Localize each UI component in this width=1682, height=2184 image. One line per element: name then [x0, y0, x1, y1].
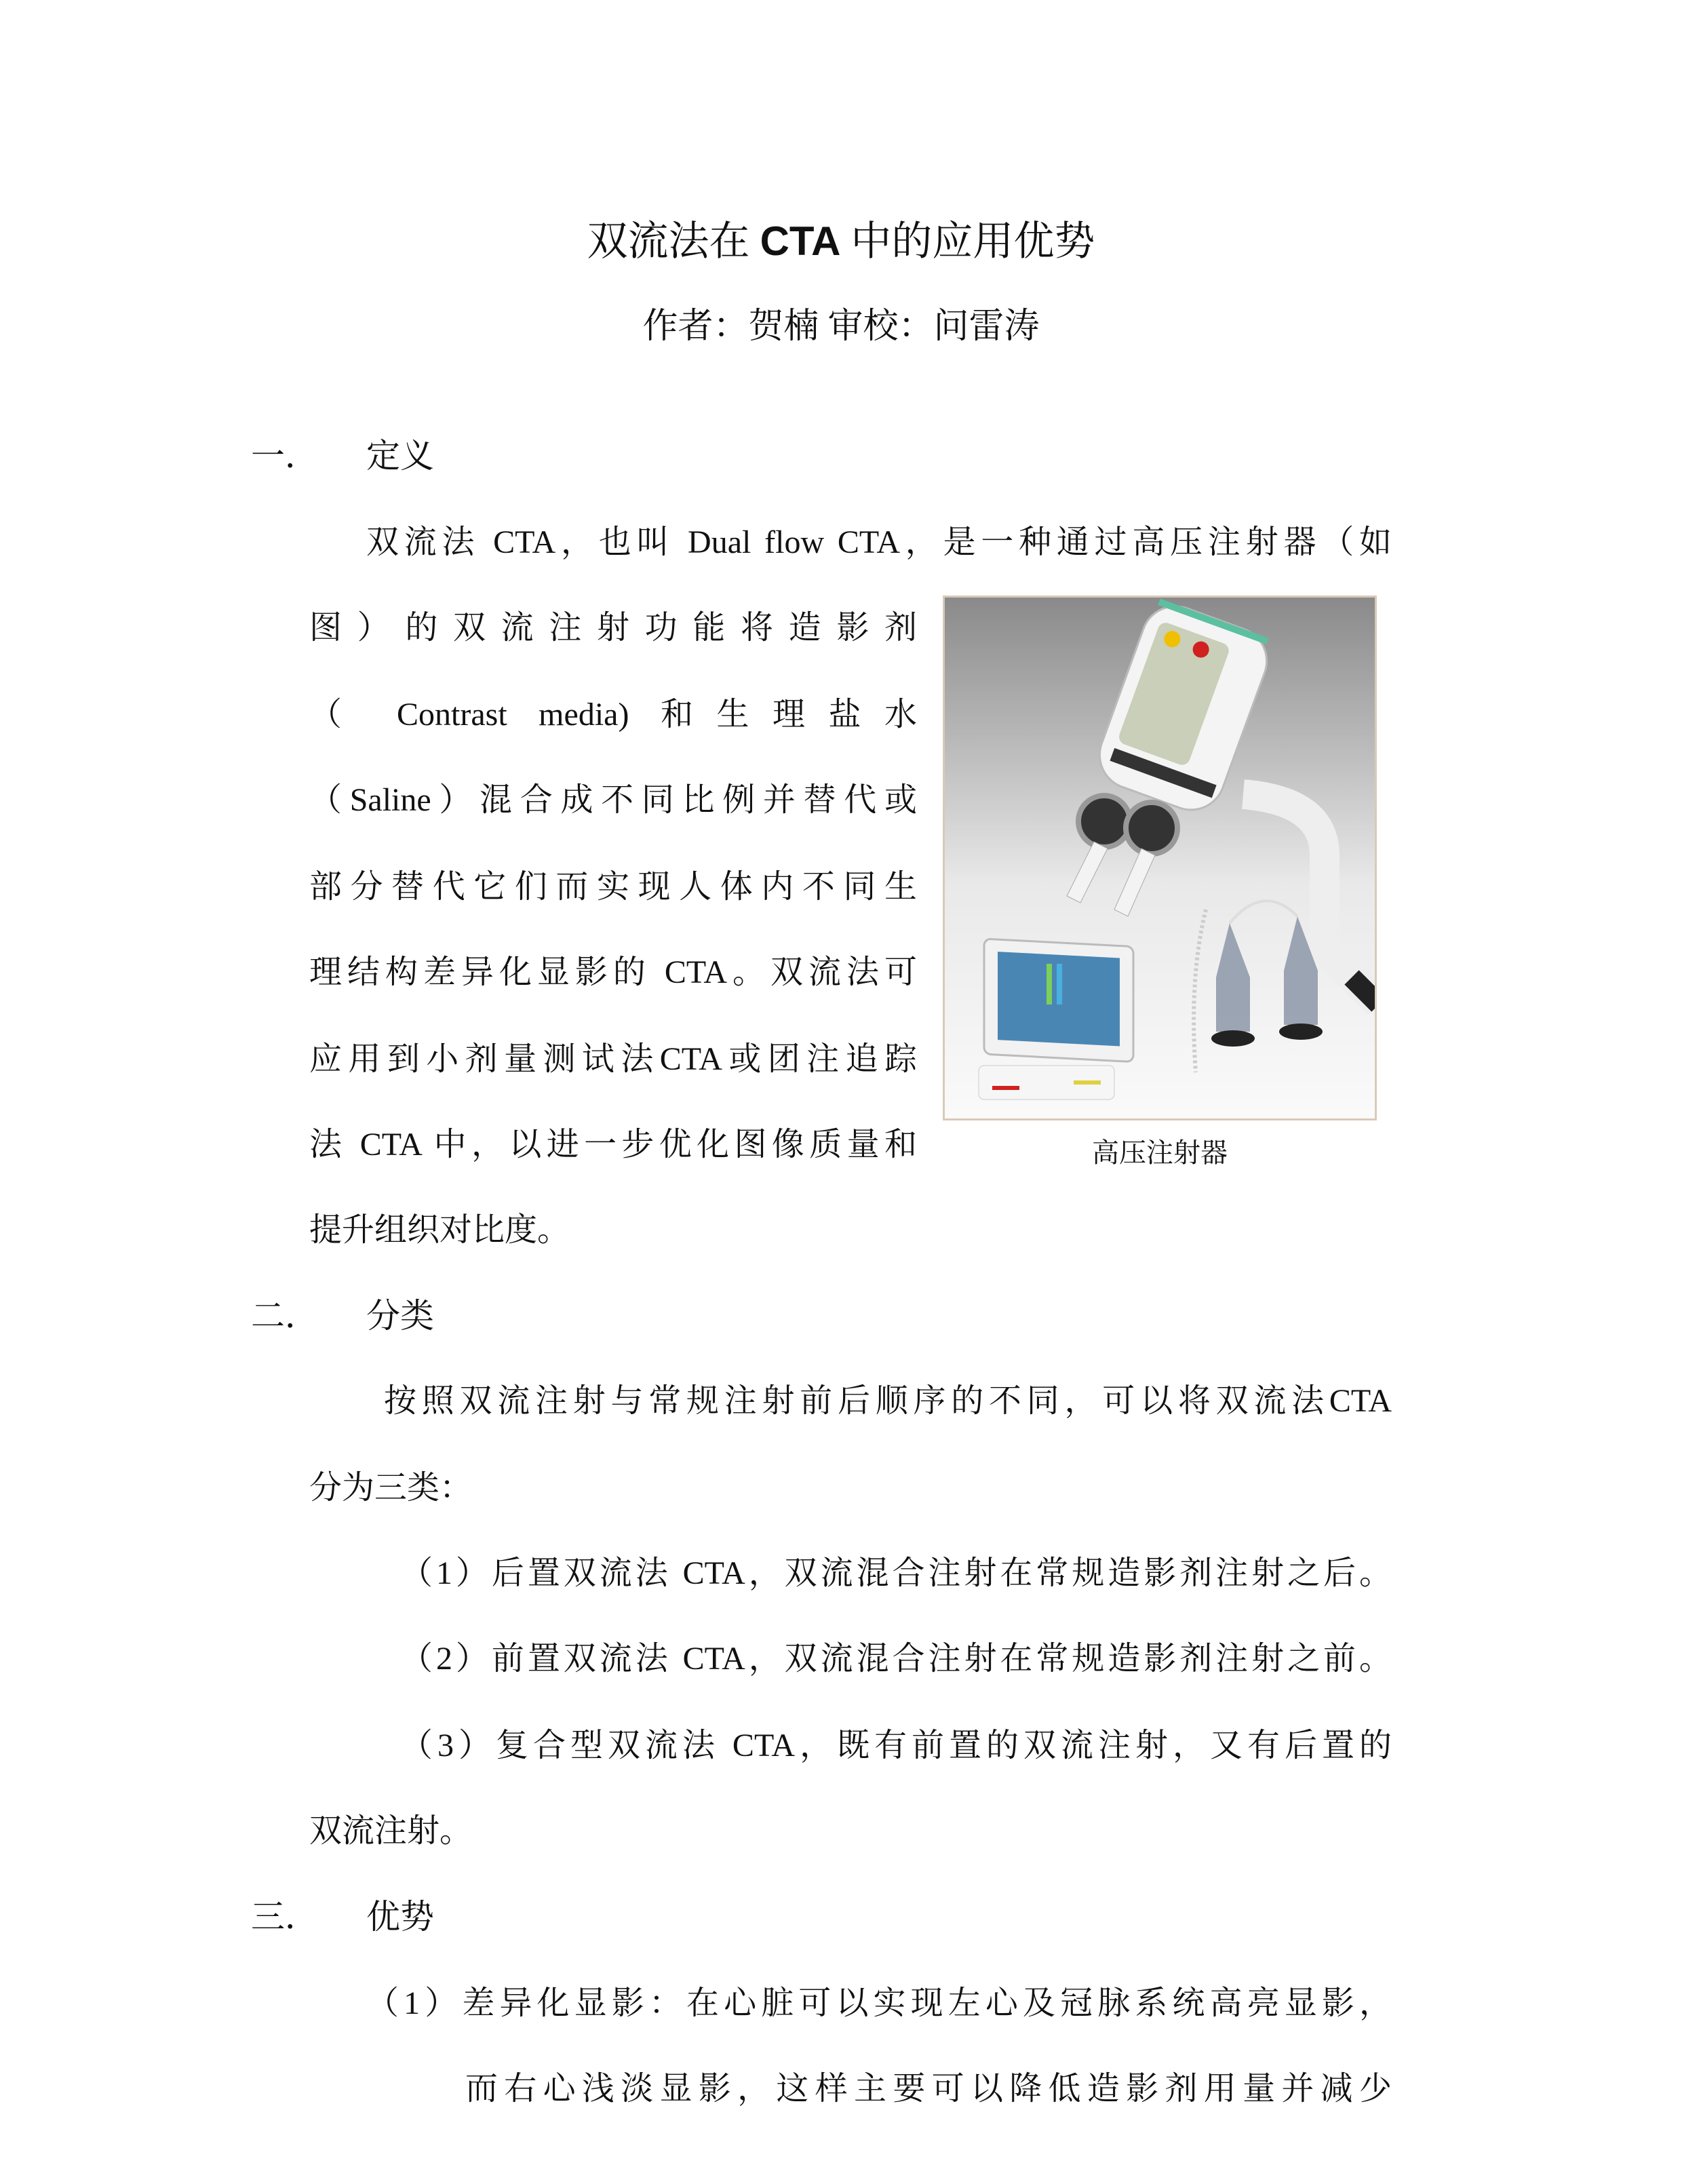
paragraph-line: 提升组织对比度。	[309, 1212, 570, 1248]
list-item: （3）复合型双流法 CTA，既有前置的双流注射，又有后置的	[400, 1728, 1392, 1763]
section-heading: 分类	[366, 1297, 434, 1335]
list-item-continuation: 而右心浅淡显影，这样主要可以降低造影剂用量并减少	[465, 2071, 1392, 2107]
paragraph-line: 应用到小剂量测试法CTA或团注追踪	[309, 1041, 917, 1077]
figure-caption: 高压注射器	[1092, 1138, 1228, 1168]
power-injector-photo-icon	[945, 598, 1375, 1118]
section-heading: 优势	[366, 1898, 434, 1936]
paragraph-line: 双流法 CTA，也叫 Dual flow CTA，是一种通过高压注射器（如	[366, 524, 1392, 560]
list-item: （2）前置双流法 CTA，双流混合注射在常规造影剂注射之前。	[400, 1641, 1392, 1677]
paragraph-line: 理结构差异化显影的 CTA。双流法可	[309, 954, 917, 990]
list-item-continuation: 双流注射。	[309, 1813, 473, 1849]
title-suffix: 中的应用优势	[840, 219, 1095, 264]
list-item: （1）后置双流法 CTA，双流混合注射在常规造影剂注射之后。	[400, 1555, 1392, 1591]
author-line: 作者：贺楠 审校：问雷涛	[642, 307, 1040, 346]
paragraph-line: 分为三类：	[309, 1470, 473, 1506]
paragraph-line: （Saline）混合成不同比例并替代或	[309, 782, 917, 818]
title-bold: CTA	[760, 218, 841, 264]
paragraph-line: 法 CTA 中，以进一步优化图像质量和	[309, 1127, 917, 1163]
section-heading: 定义	[366, 437, 434, 475]
power-injector-image	[943, 596, 1377, 1120]
paragraph-line: 按照双流注射与常规注射前后顺序的不同，可以将双流法CTA	[384, 1383, 1392, 1419]
section-number: 三．	[251, 1898, 319, 1936]
page-title	[0, 214, 1682, 269]
section-number: 二．	[251, 1297, 319, 1335]
title-prefix: 双流法在	[587, 219, 760, 264]
paragraph-line: （ Contrast media) 和生理盐水	[309, 697, 917, 733]
paragraph-line: 图）的双流注射功能将造影剂	[309, 610, 917, 646]
list-item: （1）差异化显影：在心脏可以实现左心及冠脉系统高亮显影，	[366, 1985, 1392, 2021]
paragraph-line: 部分替代它们而实现人体内不同生	[309, 869, 917, 905]
section-number: 一．	[251, 437, 319, 475]
